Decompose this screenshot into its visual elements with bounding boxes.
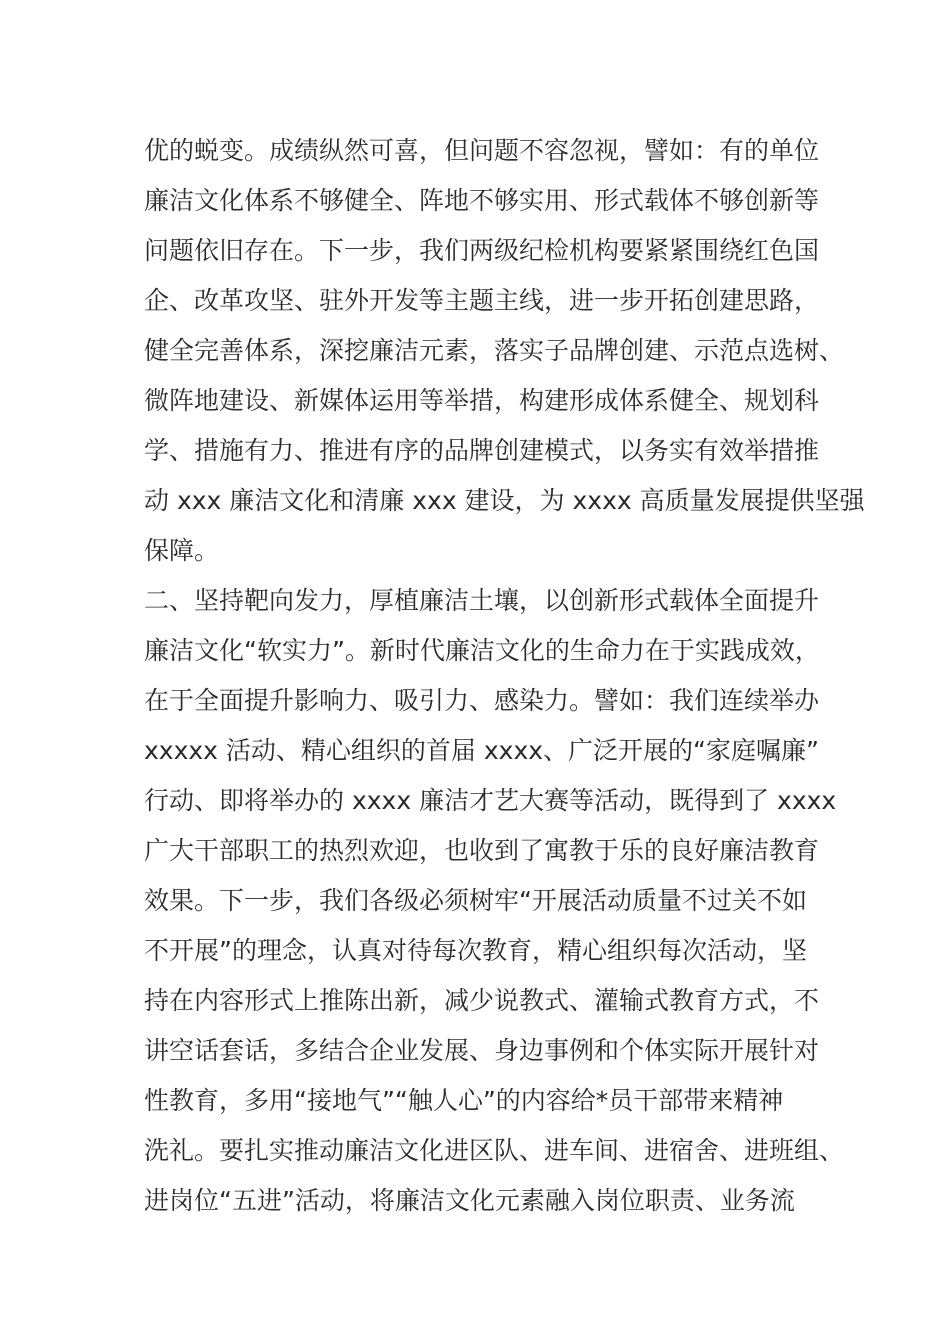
text-line: 不开展”的理念，认真对待每次教育，精心组织每次活动，坚 — [144, 936, 807, 965]
text-line: 进岗位“五进”活动，将廉洁文化元素融入岗位职责、业务流 — [144, 1186, 795, 1215]
text-line: 微阵地建设、新媒体运用等举措，构建形成体系健全、规划科 — [144, 386, 820, 415]
text-line: 动 xxx 廉洁文化和清廉 xxx 建设，为 xxxx 高质量发展提供坚强 — [144, 486, 865, 515]
text-line: 学、措施有力、推进有序的品牌创建模式，以务实有效举措推 — [144, 436, 820, 465]
text-line: 问题依旧存在。下一步，我们两级纪检机构要紧紧围绕红色国 — [144, 236, 820, 265]
text-line: 持在内容形式上推陈出新，减少说教式、灌输式教育方式，不 — [144, 986, 820, 1015]
text-line: xxxxx 活动、精心组织的首届 xxxx、广泛开展的“家庭嘱廉” — [144, 736, 819, 765]
text-line: 健全完善体系，深挖廉洁元素，落实子品牌创建、示范点选树、 — [144, 336, 845, 365]
text-line: 优的蜕变。成绩纵然可喜，但问题不容忽视，譬如：有的单位 — [144, 136, 820, 165]
text-line: 在于全面提升影响力、吸引力、感染力。譬如：我们连续举办 — [144, 686, 820, 715]
text-line: 广大干部职工的热烈欢迎，也收到了寓教于乐的良好廉洁教育 — [144, 836, 820, 865]
text-line: 效果。下一步，我们各级必须树牢“开展活动质量不过关不如 — [144, 886, 807, 915]
section-heading-line: 二、坚持靶向发力，厚植廉洁土壤，以创新形式载体全面提升 — [144, 586, 820, 615]
text-line: 廉洁文化“软实力”。新时代廉洁文化的生命力在于实践成效， — [144, 636, 820, 665]
text-line: 行动、即将举办的 xxxx 廉洁才艺大赛等活动，既得到了 xxxx — [144, 786, 837, 815]
text-line: 廉洁文化体系不够健全、阵地不够实用、形式载体不够创新等 — [144, 186, 820, 215]
document-text-body — [144, 126, 865, 1226]
text-line: 性教育，多用“接地气”“触人心”的内容给*员干部带来精神 — [144, 1086, 784, 1115]
text-line: 讲空话套话，多结合企业发展、身边事例和个体实际开展针对 — [144, 1036, 820, 1065]
text-line: 保障。 — [144, 536, 220, 565]
text-line: 洗礼。要扎实推动廉洁文化进区队、进车间、进宿舍、进班组、 — [144, 1136, 845, 1165]
text-line: 企、改革攻坚、驻外开发等主题主线，进一步开拓创建思路， — [144, 286, 820, 315]
